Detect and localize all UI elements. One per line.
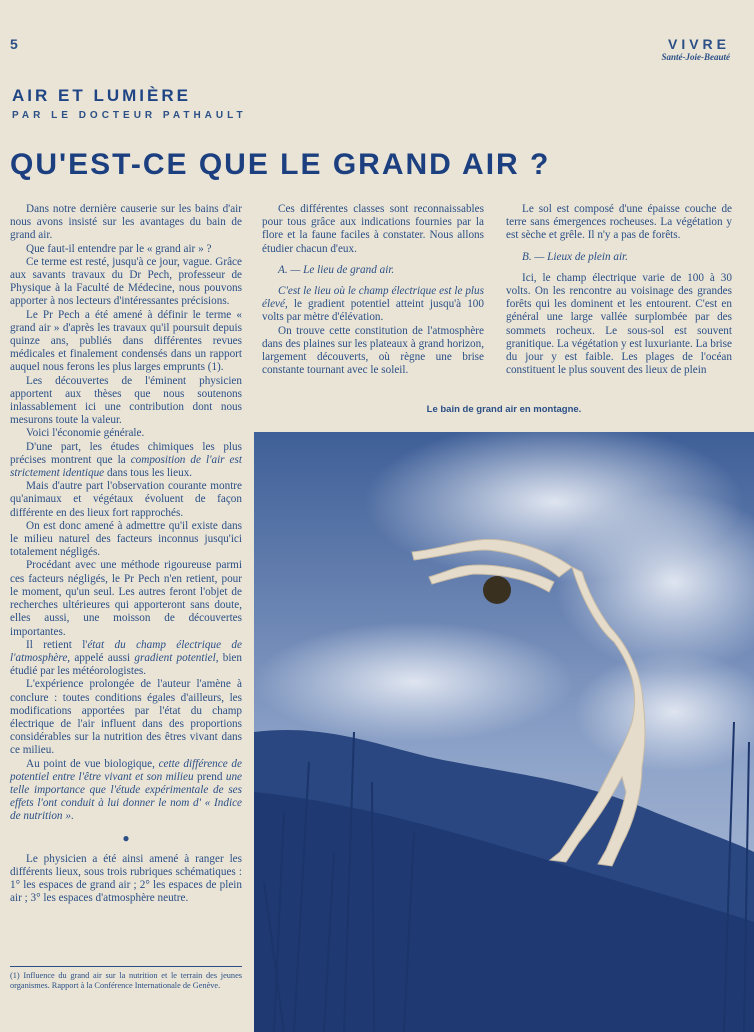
text-run: Il retient l' <box>26 638 88 651</box>
italic-run: cette différence de potentiel entre l'être vivant et son milieu <box>10 757 242 783</box>
bullet-separator: ● <box>122 830 130 845</box>
magazine-header <box>662 36 731 62</box>
byline: PAR LE DOCTEUR PATHAULT <box>12 110 247 121</box>
paragraph: Voici l'économie générale. <box>26 427 145 440</box>
paragraph: Le sol est composé d'une épaisse couche de terre sans émergences rocheuses. La végétation y est sèche et grêle. Il n'y a pas de forêts. <box>506 203 732 242</box>
text-run: D'une part, les études chimiques les plus précises montrent que la <box>10 440 242 466</box>
text-run: . <box>70 810 74 823</box>
paragraph: Le Pr Pech a été amené à définir le terme « grand air » d'après les travaux qu'il poursuit depuis quinze ans, publiés dans différentes revues médicales et finalement condensés dans un rapport auquel nous ferons les plus larges emprunts (1). <box>10 308 242 374</box>
italic-run: une telle importance que l'étude expérimentale de ses effets l'ont conduit à lui donner le nom d' « Indice de nutrition » <box>10 770 242 823</box>
paragraph <box>10 639 242 679</box>
subheading: A. — Le lieu de grand air. <box>278 263 395 276</box>
text-run: , le gradient potentiel atteint jusqu'à 100 volts par mètre d'élévation. <box>262 298 484 324</box>
paragraph: L'expérience prolongée de l'auteur l'amène à conclure : toutes conditions égales d'ailleurs, les modifications apportées par l'état du champ électrique de l'air influent dans des proportions considérables sur la nutrition des êtres vivant dans ce milieu. <box>10 678 242 757</box>
text-run: prend <box>193 770 226 783</box>
article-column-1 <box>10 203 242 906</box>
section-title: AIR ET LUMIÈRE <box>12 86 191 105</box>
section-header <box>12 86 247 121</box>
article-column-3 <box>506 203 732 377</box>
text-run: , appelé aussi <box>67 651 135 664</box>
italic-run: composition de l'air est strictement identique <box>10 453 242 480</box>
magazine-subtitle: Santé-Joie-Beauté <box>661 52 730 62</box>
paragraph: On est donc amené à admettre qu'il existe dans le milieu naturel des facteurs inconnus jusqu'ici totalement négligés. <box>10 519 242 559</box>
paragraph: Ici, le champ électrique varie de 100 à 30 volts. On les rencontre au voisinage des grandes forêts qui les dominent et les entourent. C'est en général une large vallée surplombée par des sommets rocheux. Le sous-sol est souvent granitique. La végétation y est luxuriante. La brise du jour y est faible. Les plages de l'océan constituent le plus souvent des lieux de plein <box>506 271 732 377</box>
paragraph: Mais d'autre part l'observation courante montre qu'animaux et végétaux évoluent de façon différente en des lieux fort rapprochés. <box>10 480 242 519</box>
italic-run: gradient potentiel <box>134 651 216 664</box>
text-run: , bien étudié par les météorologistes. <box>10 651 242 678</box>
text-run: Au point de vue biologique, <box>26 757 159 770</box>
paragraph <box>10 758 242 824</box>
paragraph: Ces différentes classes sont reconnaissables pour tous grâce aux indications fournies par la flore et la faune faciles à constater. Nous allons étudier chacun d'eux. <box>262 203 484 255</box>
mountain-photo <box>254 432 754 1032</box>
photo-caption: Le bain de grand air en montagne. <box>426 404 582 415</box>
paragraph: Le physicien a été ainsi amené à ranger les différents lieux, sous trois rubriques schématiques : 1° les espaces de grand air ; 2° les espaces de plein air ; 3° les espaces d'atmosphère neutre. <box>10 852 242 905</box>
footnote: (1) Influence du grand air sur la nutrition et le terrain des jeunes organismes. Rapport à la Conférence Internationale de Genève. <box>10 966 242 990</box>
subheading: B. — Lieux de plein air. <box>522 250 628 263</box>
page-number: 5 <box>10 36 18 52</box>
paragraph <box>10 441 242 481</box>
paragraph: Procédant avec une méthode rigoureuse parmi ces facteurs négligés, le Pr Pech n'en retient, pour le moment, qu'un seul. Les autres feront l'objet de recherches ultérieures qui apporteront sans doute, elles aussi, une moisson de découvertes importantes. <box>10 559 242 638</box>
paragraph: Que faut-il entendre par le « grand air » ? <box>26 242 212 255</box>
article-headline: QU'EST-CE QUE LE GRAND AIR ? <box>10 148 551 181</box>
paragraph <box>262 285 484 325</box>
text-run: dans tous les lieux. <box>104 467 193 480</box>
italic-run: état du champ électrique de l'atmosphère <box>10 638 242 664</box>
paragraph: On trouve cette constitution de l'atmosphère dans des plaines sur les plateaux à grand horizon, largement découverts, où règne une brise constante tournant avec le soleil. <box>262 324 484 377</box>
italic-run: C'est le lieu où le champ électrique est le plus élevé <box>262 285 484 311</box>
paragraph: Dans notre dernière causerie sur les bains d'air nous avons insisté sur les avantages du bain de grand air. <box>10 203 242 242</box>
paragraph: Les découvertes de l'éminent physicien apportent aux thèses que nous soutenons inlassablement ici une contribution dont nous mesurons toute la valeur. <box>10 374 242 427</box>
paragraph: Ce terme est resté, jusqu'à ce jour, vague. Grâce aux savants travaux du Dr Pech, professeur de Physique à la Faculté de Médecine, nous pouvons apporter à nos lecteurs d'intéressantes précisions. <box>10 255 242 308</box>
article-column-2 <box>262 203 484 377</box>
magazine-name: VIVRE <box>667 36 730 52</box>
